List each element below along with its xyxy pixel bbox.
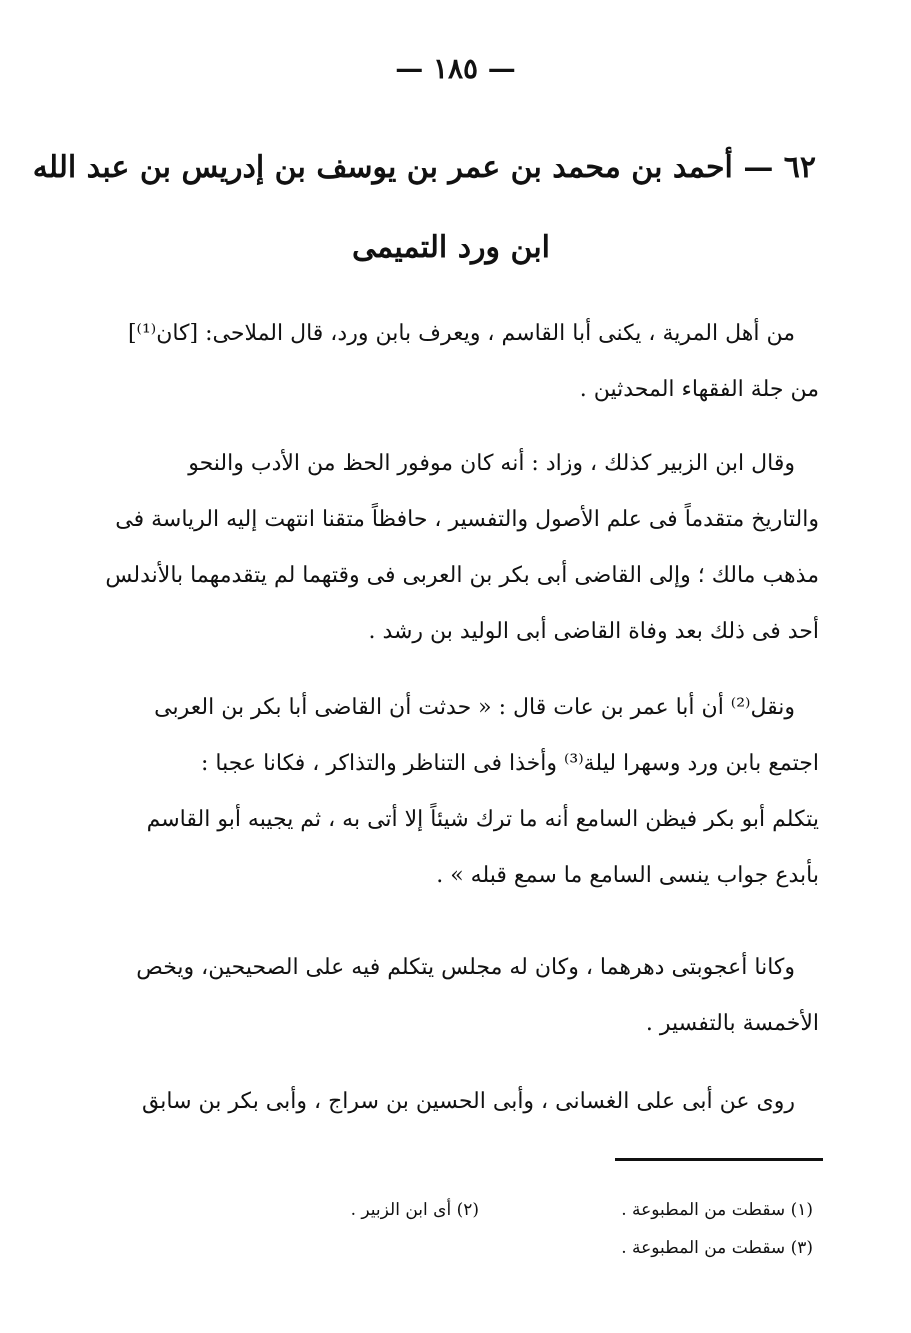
text-line: من جلة الفقهاء المحدثين .: [579, 377, 819, 402]
footnote-3: (٣) سقطت من المطبوعة .: [621, 1238, 813, 1258]
entry-title-line-2: ابن ورد التميمى: [351, 230, 551, 265]
text-line: مذهب مالك ؛ وإلى القاضى أبى بكر بن العربى فى وقتهما لم يتقدمهما بالأندلس: [105, 563, 819, 588]
text-line: اجتمع بابن ورد وسهرا ليلة⁽³⁾ وأخذا فى التناظر والتذاكر ، فكانا عجبا :: [201, 751, 819, 776]
page-number: — ١٨٥ —: [395, 52, 516, 85]
text-line: بأبدع جواب ينسى السامع ما سمع قبله » .: [436, 863, 819, 888]
text-line: من أهل المرية ، يكنى أبا القاسم ، ويعرف بابن ورد، قال الملاحى: [كان⁽¹⁾]: [127, 321, 795, 346]
text-line: وكانا أعجوبتى دهرهما ، وكان له مجلس يتكلم فيه على الصحيحين، ويخص: [136, 955, 795, 980]
footnote-divider: [615, 1158, 823, 1161]
text-line: روى عن أبى على الغسانى ، وأبى الحسين بن سراج ، وأبى بكر بن سابق: [141, 1089, 795, 1114]
paragraph-origin: [127, 306, 819, 418]
text-line: أحد فى ذلك بعد وفاة القاضى أبى الوليد بن رشد .: [368, 619, 819, 644]
footnote-2: (٢) أى ابن الزبير .: [350, 1200, 479, 1220]
text-line: يتكلم أبو بكر فيظن السامع أنه ما ترك شيئاً إلا أتى به ، ثم يجيبه أبو القاسم: [146, 807, 819, 832]
text-line: وقال ابن الزبير كذلك ، وزاد : أنه كان موفور الحظ من الأدب والنحو: [188, 451, 795, 476]
paragraph-wonders: [136, 940, 819, 1052]
paragraph-debate: [146, 680, 819, 904]
entry-title-line-1: ٦٢ — أحمد بن محمد بن عمر بن يوسف بن إدريس بن عبد الله: [32, 150, 816, 185]
footnote-1: (١) سقطت من المطبوعة .: [621, 1200, 813, 1220]
paragraph-narrated: [141, 1074, 819, 1130]
text-line: والتاريخ متقدماً فى علم الأصول والتفسير ، حافظاً متقنا انتهت إليه الرياسة فى: [115, 507, 819, 532]
paragraph-ibn-zubair: [105, 436, 819, 660]
text-line: ونقل⁽²⁾ أن أبا عمر بن عات قال : « حدثت أن القاضى أبا بكر بن العربى: [154, 695, 795, 720]
text-line: الأخمسة بالتفسير .: [645, 1011, 819, 1036]
